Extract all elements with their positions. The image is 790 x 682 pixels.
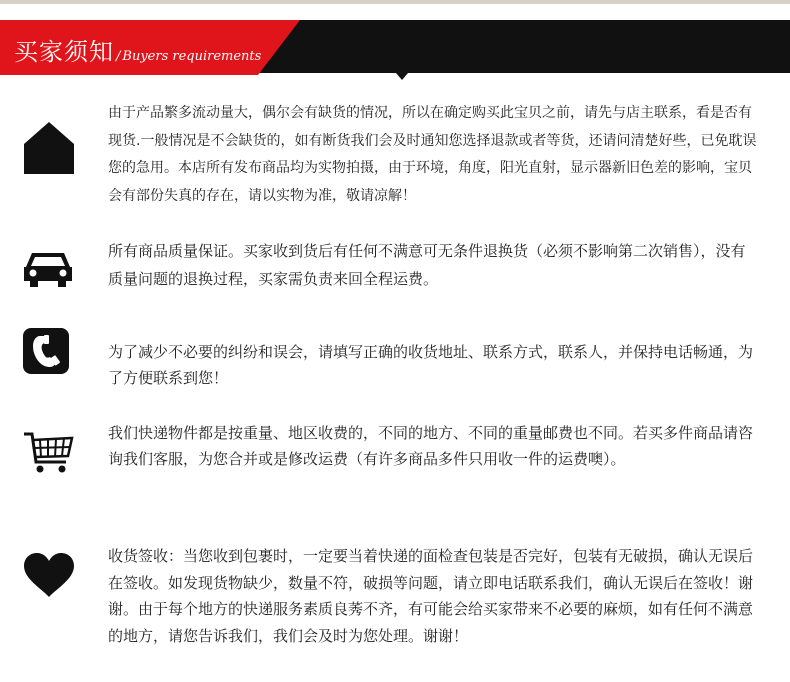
car-icon	[22, 247, 74, 295]
title-cn: 买家须知	[14, 38, 114, 66]
notice-text: 为了减少不必要的纠纷和误会，请填写正确的收货地址、联系方式，联系人，并保持电话畅通，为了方便联系到您！	[108, 343, 754, 387]
top-divider	[0, 0, 790, 4]
notice-text: 我们快递物件都是按重量、地区收费的，不同的地方、不同的重量邮费也不同。若买多件商品请咨询我们客服，为您合并或是修改运费（有许多商品多件只用收一件的运费噢）。	[108, 424, 754, 468]
house-icon	[22, 120, 76, 180]
header-pointer	[396, 73, 408, 80]
header-black-band	[240, 20, 790, 73]
notice-text: 收货签收：当您收到包裹时，一定要当着快递的面检查包装是否完好，包装有无破损，确认无误后在签收。如发现货物缺少，数量不符，破损等问题，请立即电话联系我们，确认无误后在签收！谢谢。由于每个地方的快递服务素质良莠不齐，有可能会给买家带来不必要的麻烦，如有任何不满意的地方，请您告诉我们，我们会及时为您处理。谢谢！	[108, 547, 754, 645]
title-en: Buyers requirements	[122, 49, 262, 64]
header-banner	[0, 20, 790, 75]
notice-text: 所有商品质量保证。买家收到货后有任何不满意可无条件退换货（必须不影响第二次销售），没有质量问题的退换过程，买家需负责来回全程运费。	[108, 242, 746, 288]
title-separator: /	[116, 49, 121, 64]
notice-text: 由于产品繁多流动量大，偶尔会有缺货的情况，所以在确定购买此宝贝之前，请先与店主联系，看是否有现货.一般情况是不会缺货的，如有断货我们会及时通知您选择退款或者等货，还请问清楚好些，已免耽误您的急用。本店所有发布商品均为实物拍摄，由于环境，角度，阳光直射，显示器新旧色差的影响，宝贝会有部份失真的存在，请以实物为准，敬请凉解！	[108, 105, 757, 204]
shopping-cart-icon	[22, 428, 76, 480]
phone-icon	[22, 327, 70, 379]
page-title	[14, 32, 261, 67]
heart-icon	[22, 551, 76, 603]
